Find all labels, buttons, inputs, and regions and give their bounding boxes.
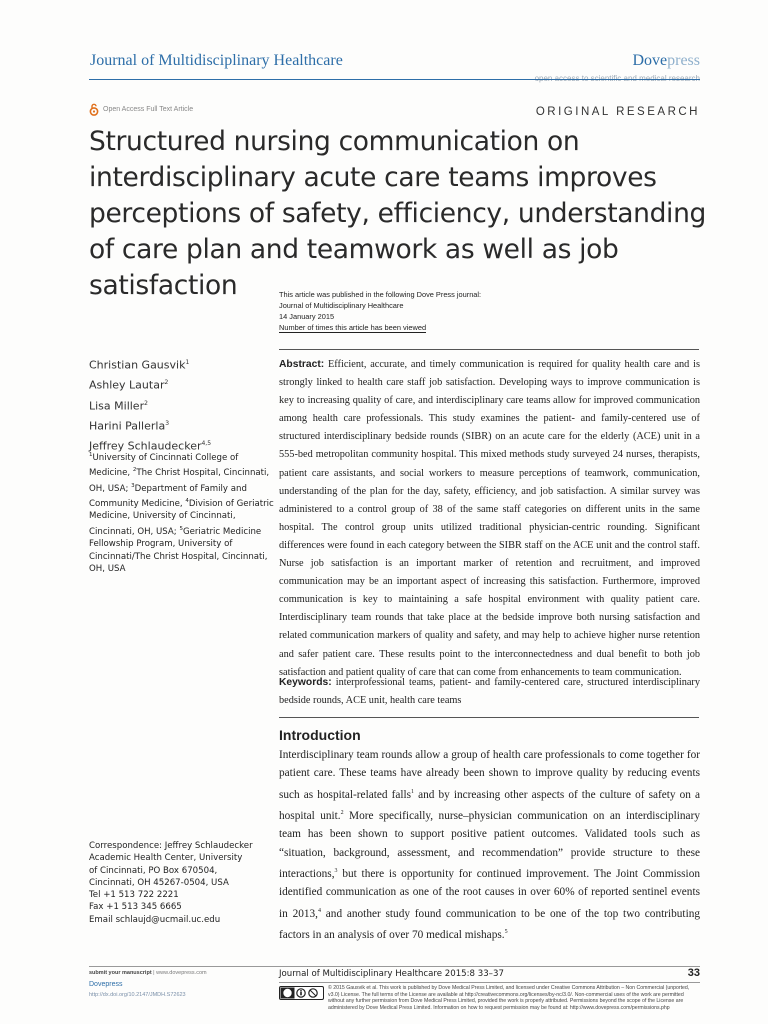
citation-ref[interactable]: 2 (340, 809, 344, 816)
citation-ref[interactable]: 3 (334, 867, 338, 874)
footer-divider (89, 966, 700, 967)
introduction-body: Interdisciplinary team rounds allow a group of health care professionals to come together for patient care. These teams have already been shown to improve quality by reducing events such as hospital-related falls$^1$ and by increasing other aspects of the culture of safety on a hospital unit.$^2$ More specifically, nurse–physician communication on an interdisciplinary team has been shown to support positive patient outcomes. Validated tools such as “situation, background, assessment, and recommendation” provide structure to these interactions,$^3$ but there is opportunity for continued improvement. The Joint Commission identified communication as one of the root causes in over 60% of reported sentinel events in 2013,$^4$ and another study found communication to be one of the top two contributing factors in an analysis of over 70 medical mishaps.$^5$ (279, 749, 701, 941)
pub-info-line: This article was published in the following Dove Press journal: (279, 290, 482, 299)
publication-info (279, 289, 481, 333)
submit-manuscript-link[interactable]: submit your manuscript (89, 970, 152, 976)
views-link[interactable]: Number of times this article has been viewed (279, 323, 427, 332)
keywords (279, 674, 700, 710)
journal-citation: Journal of Multidisciplinary Healthcare 2015:8 33–37 (279, 969, 504, 979)
author-list (89, 354, 211, 455)
correspondence-block: Correspondence: Jeffrey Schlaudecker Academic Health Center, University of Cincinnati, PO Box 670504, Cincinnati, OH 45267-0504, USA Tel +1 513 722 2221 Fax +1 513 345 6665 Email schlaujd@ucmail.uc.edu (89, 840, 279, 926)
keywords-label: Keywords: (279, 677, 332, 688)
doi-link[interactable]: http://dx.doi.org/10.2147/JMDH.S72623 (89, 992, 186, 998)
author: Christian Gausvik$^1$ (89, 358, 190, 372)
author: Ashley Lautar$^2$ (89, 378, 169, 392)
author: Lisa Miller$^2$ (89, 399, 148, 413)
abstract (279, 356, 700, 682)
abstract-label: Abstract: (279, 359, 325, 370)
citation-ref[interactable]: 4 (318, 907, 321, 914)
license-text: © 2015 Gausvik et al. This work is published by Dove Medical Press Limited, and licensed under Creative Commons Attribution – Non Commercial (unported, v3.0) License. The full terms of the License are available at http://creativecommons.org/licenses/by-nc/3.0/. Non-commercial uses of the work are permitted without any further permission from Dove Medical Press Limited, provided the work is properly attributed. Permissions beyond the scope of the License are administered by Dove Medical Press Limited. Information on how to request permission may be found at: http://www.dovepress.com/permissions.php (328, 985, 690, 1011)
open-access-lock-icon (89, 103, 99, 116)
article-type: ORIGINAL RESEARCH (535, 106, 700, 118)
footer-left: submit your manuscript | www.dovepress.com Dovepress http://dx.doi.org/10.2147/JMDH.S72623 (89, 969, 269, 999)
abstract-top-rule (279, 349, 699, 350)
abstract-text: Efficient, accurate, and timely communication is required for quality health care and is strongly linked to health care staff job satisfaction. Developing ways to improve communication is key to increasing quality of care, and interdisciplinary care teams allow for improved communication among health care professionals. This study examines the patient- and family-centered use of structured interdisciplinary bedside rounds (SIBR) on an acute care for the elderly (ACE) unit in a 555-bed metropolitan community hospital. This mixed methods study surveyed 24 nurses, therapists, patient care assistants, and social workers to measure perceptions of teamwork, communication, understanding of the plan for the day, safety, efficiency, and job satisfaction. A similar survey was administered to a control group of 38 of the same staff categories on different units in the same hospital. The control group units utilized traditional physician-centric rounding. Significant differences were found in each category between the SIBR staff on the ACE unit and the control staff. Nurse job satisfaction is an important marker of retention and recruitment, and improved communication may be an important aspect of increasing this satisfaction. Furthermore, improved communication is key to maintaining a safe hospital environment with quality patient care. Interdisciplinary team rounds that take place at the bedside improve both nursing satisfaction and related communication markers of quality and safety, and may help to achieve higher nurse retention and safer patient care. These results point to the interconnectedness and dual benefit to both job satisfaction and patient quality of care that can come from enhancements to team communication. (279, 359, 700, 678)
author: Harini Pallerla$^3$ (89, 419, 170, 433)
open-access-label: Open Access Full Text Article (103, 106, 194, 113)
citation-ref[interactable]: 5 (504, 928, 508, 935)
page-number: 33 (687, 967, 700, 979)
cc-by-nc-icon[interactable] (279, 986, 324, 1000)
affiliations: $^1$University of Cincinnati College of Medicine, $^2$The Christ Hospital, Cincinnati, OH, USA; $^3$Department of Family and Community Medicine, $^4$Division of Geriatric Medicine, University of Cincinnati, Cincinnati, OH, USA; $^5$Geriatric Medicine Fellowship Program, University of Cincinnati/The Christ Hospital, Cincinnati, OH, USA (89, 452, 274, 575)
logo-main: Dove (632, 52, 668, 69)
pub-info-journal: Journal of Multidisciplinary Healthcare (279, 301, 404, 310)
author: Jeffrey Schlaudecker$^{4,5}$ (89, 439, 212, 453)
keywords-bottom-rule (279, 717, 699, 718)
logo-suffix: press (667, 52, 700, 69)
journal-title: Journal of Multidisciplinary Healthcare (90, 52, 343, 69)
license-divider (279, 982, 700, 983)
citation-ref[interactable]: 1 (411, 788, 415, 795)
article-title: Structured nursing communication on interdisciplinary acute care teams improves perceptions of safety, efficiency, understanding of care plan and teamwork as well as job satisfaction (89, 126, 706, 301)
correspondence-email[interactable]: Email schlaujd@ucmail.uc.edu (89, 914, 221, 925)
footer-dovepress-logo[interactable]: Dovepress (89, 981, 123, 988)
keywords-text: interprofessional teams, patient- and family-centered care, structured interdisciplinary bedside rounds, ACE unit, health care teams (279, 677, 700, 707)
submit-url[interactable]: www.dovepress.com (156, 970, 207, 976)
pub-info-date: 14 January 2015 (279, 312, 335, 321)
section-heading-introduction: Introduction (279, 727, 361, 743)
dovepress-logo[interactable] (632, 52, 700, 70)
open-access-badge (89, 103, 193, 116)
header-divider (89, 79, 700, 80)
